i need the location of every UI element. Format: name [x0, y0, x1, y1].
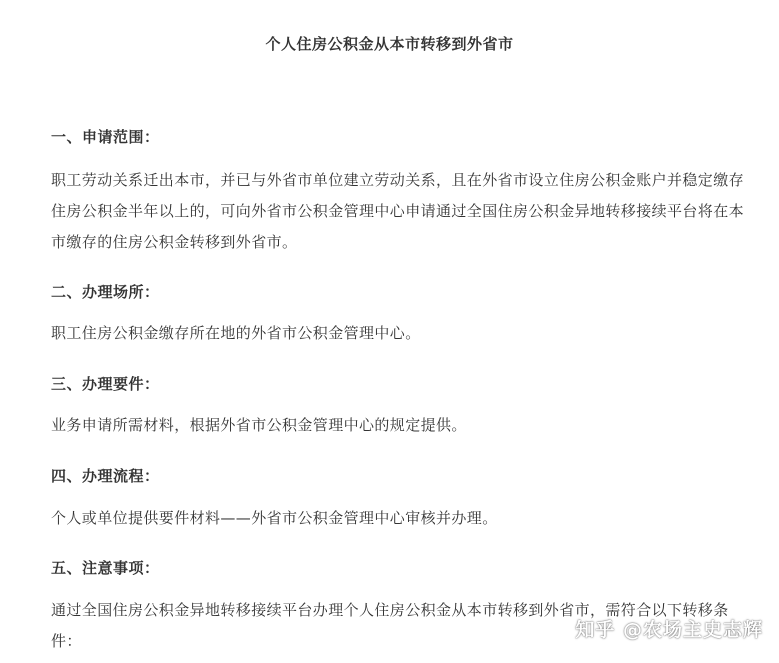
section-heading-process: 四、办理流程：	[51, 467, 160, 485]
watermark-text: 知乎 @农场主史志辉	[575, 619, 763, 641]
section-heading-location: 二、办理场所：	[51, 283, 160, 301]
section-body-notes: 通过全国住房公积金异地转移接续平台办理个人住房公积金从本市转移到外省市，需符合以下转移条件：	[51, 601, 729, 650]
section-body-location: 职工住房公积金缴存所在地的外省市公积金管理中心。	[51, 324, 421, 342]
section-body-materials: 业务申请所需材料，根据外省市公积金管理中心的规定提供。	[51, 416, 467, 434]
section-heading-scope: 一、申请范围：	[51, 128, 160, 146]
section-body-process: 个人或单位提供要件材料——外省市公积金管理中心审核并办理。	[51, 509, 498, 527]
document-title: 个人住房公积金从本市转移到外省市	[265, 35, 514, 53]
section-body-scope: 职工劳动关系迁出本市，并已与外省市单位建立劳动关系，且在外省市设立住房公积金账户并稳定缴存住房公积金半年以上的，可向外省市公积金管理中心申请通过全国住房公积金异地转移接续平台将在本市缴存的住房公积金转移到外省市。	[51, 171, 745, 251]
section-heading-notes: 五、注意事项：	[51, 559, 160, 577]
section-heading-materials: 三、办理要件：	[51, 375, 160, 393]
